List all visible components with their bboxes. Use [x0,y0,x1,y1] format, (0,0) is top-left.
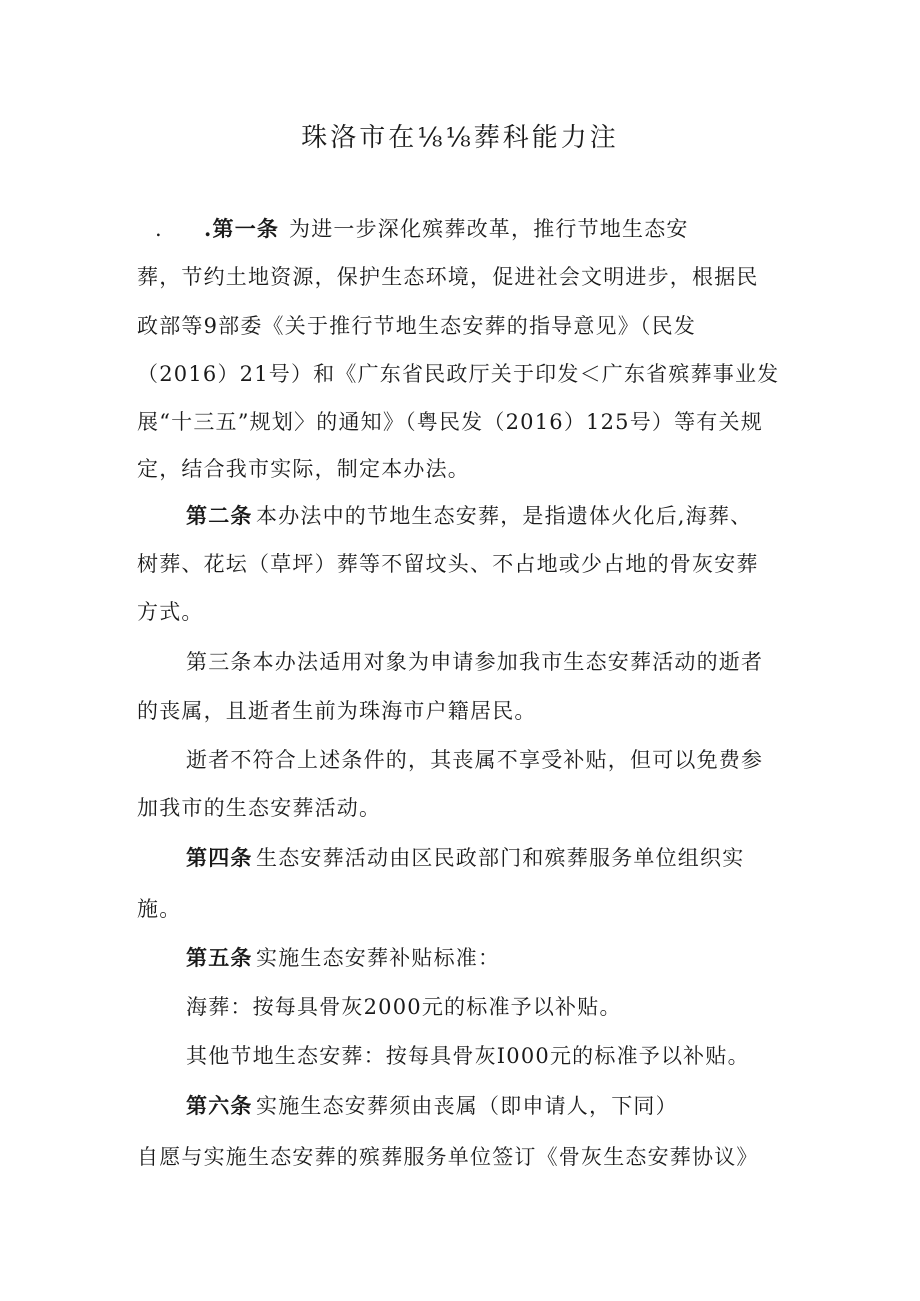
article-5-line-3: 其他节地生态安葬：按每具骨灰I000元的标准予以补贴。 [186,1044,750,1068]
article-1-line-5: 展“十三五”规划〉的通知》（粤民发（2016）125号）等有关规 [137,410,763,434]
article-6-line-1: 实施生态安葬须由丧属（即申请人，下同） [256,1094,678,1118]
article-1-line-4: （2016）21号）和《广东省民政厅关于印发＜广东省殡葬事业发 [137,362,780,386]
article-6-line-2: 自愿与实施生态安葬的殡葬服务单位签订《骨灰生态安葬协议》 [137,1145,759,1169]
article-4-heading: 第四条 [186,845,253,870]
article-5-line-2: 海葬：按每具骨灰2000元的标准予以补贴。 [186,995,622,1019]
article-4-line-2: 施。 [137,897,182,921]
article-1-heading: .第一条 [204,216,280,241]
article-1-line-2: 葬，节约土地资源，保护生态环境，促进社会文明进步，根据民 [137,265,759,289]
bullet-dot: . [155,217,163,241]
article-4-line-1: 生态安葬活动由区民政部门和殡葬服务单位组织实 [256,846,745,870]
document-title: 珠洛市在⅛⅛葬科能力注 [301,123,619,153]
article-2-line-1: 本办法中的节地生态安葬，是指遗体火化后,海葬、 [256,504,753,528]
article-1-line-3: 政部等9部委《关于推行节地生态安葬的指导意见》（民发 [137,314,697,338]
article-3-line-1: 第三条本办法适用对象为申请参加我市生态安葬活动的逝者 [186,650,764,674]
article-5-line-1: 实施生态安葬补贴标准： [256,946,501,970]
article-1-line-1: 为进一步深化殡葬改革，推行节地生态安 [289,217,689,241]
article-3-line-3: 逝者不符合上述条件的，其丧属不享受补贴，但可以免费参 [186,748,764,772]
article-1-line-6: 定，结合我市实际，制定本办法。 [137,457,470,481]
article-6-heading: 第六条 [186,1093,253,1118]
article-3-line-4: 加我市的生态安葬活动。 [137,796,382,820]
article-5-heading: 第五条 [186,945,253,970]
article-2-line-3: 方式。 [137,600,204,624]
article-2-line-2: 树葬、花坛（草坪）葬等不留坟头、不占地或少占地的骨灰安葬 [137,552,759,576]
article-3-line-2: 的丧属，且逝者生前为珠海市户籍居民。 [137,699,537,723]
article-2-heading: 第二条 [186,503,253,528]
